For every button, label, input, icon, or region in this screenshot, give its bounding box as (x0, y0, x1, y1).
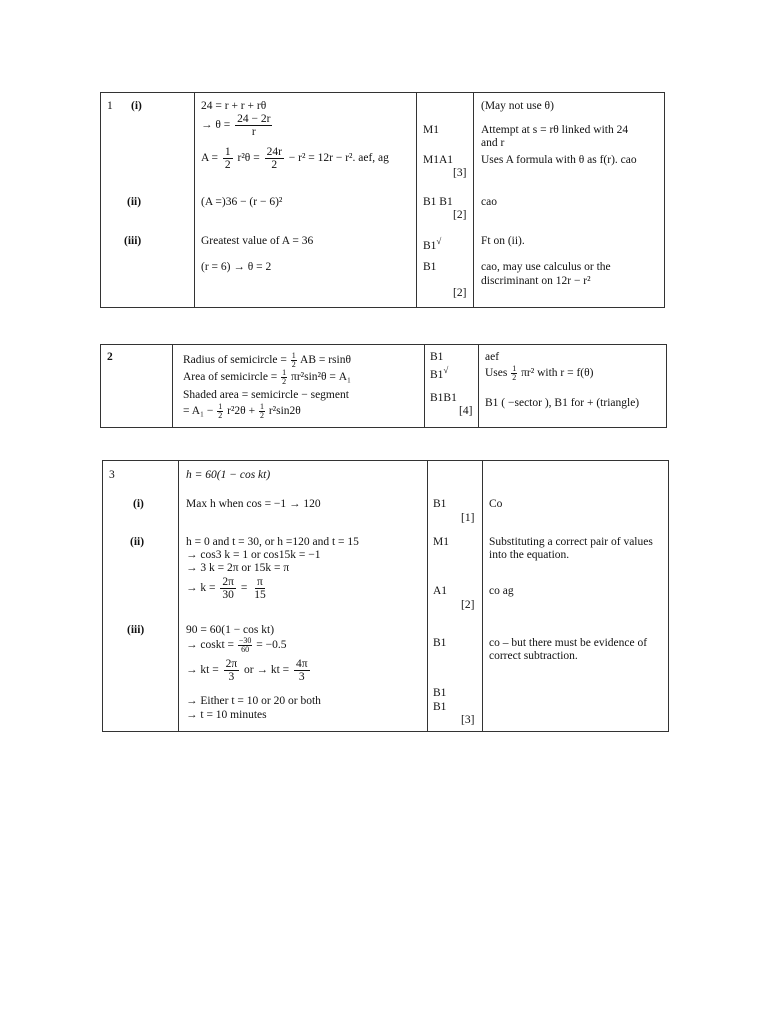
q3-ii-line1: h = 0 and t = 30, or h =120 and t = 15 (186, 536, 359, 548)
q1-i-note0: (May not use θ) (481, 100, 554, 112)
follow-through-tick-icon: √ (436, 236, 442, 246)
q3-i-line: Max h when cos = −1 → 120 (186, 498, 321, 510)
q1-ii-answer: (A =)36 − (r − 6)² (201, 196, 283, 208)
q3-ii-note1: Substituting a correct pair of values (489, 536, 653, 548)
q1-iii-note1: Ft on (ii). (481, 235, 525, 247)
q2-table (100, 344, 667, 428)
q2-number: 2 (107, 351, 113, 363)
q3-ii-mark2: A1 (433, 585, 448, 597)
q3-iii-line4: → Either t = 10 or 20 or both (186, 695, 321, 707)
q1-iii-note2: cao, may use calculus or the (481, 261, 611, 273)
q2-line2: Area of semicircle = $\frac{1}{2}$ πr²sin²θ = A₁ (183, 368, 352, 386)
q2-total: [4] (459, 405, 473, 417)
q3-part-i-label: (i) (133, 498, 144, 510)
q1-i-note2: Uses A formula with θ as f(r). cao (481, 154, 637, 166)
q1-i-note1b: and r (481, 137, 505, 149)
q3-iii-line3: → kt = $\frac{2\pi}{3}$ or → kt = $\frac{4\pi}{3}$ (186, 658, 308, 683)
q1-iii-line2: (r = 6) → θ = 2 (201, 261, 272, 273)
q3-part-ii-label: (ii) (130, 536, 145, 548)
q1-ii-note: cao (481, 196, 497, 208)
q1-iii-note2b: discriminant on 12r − r² (481, 275, 591, 287)
q3-table (102, 460, 669, 732)
q3-iii-mark2: B1 (433, 687, 447, 699)
q1-iii-mark1: B1√ (423, 236, 442, 252)
q3-number: 3 (109, 469, 115, 481)
q1-part-i-label: (i) (131, 100, 142, 112)
q1-number: 1 (107, 100, 113, 112)
q3-i-note: Co (489, 498, 503, 510)
follow-through-tick-icon: √ (443, 365, 449, 375)
q2-note1: aef (485, 351, 500, 363)
q2-note2: Uses $\frac{1}{2}$ πr² with r = f(θ) (485, 364, 594, 382)
q3-iii-mark1: B1 (433, 637, 447, 649)
q1-i-line2: → θ = $\frac{24 - 2r}{r}$ (201, 113, 271, 138)
q3-iii-mark3: B1 (433, 701, 447, 713)
q3-ii-line3: → 3 k = 2π or 15k = π (186, 562, 290, 574)
q1-i-mark-b: M1A1 (423, 154, 454, 166)
q3-iii-total: [3] (461, 714, 475, 726)
q2-line4: = A₁ − $\frac{1}{2}$ r²2θ + $\frac{1}{2}$ r²sin2θ (183, 402, 301, 420)
q3-ii-line4: → k = $\frac{2\pi}{30}$ = $\frac{\pi}{15}$ (186, 576, 266, 601)
q2-mark1: B1 (430, 351, 444, 363)
q1-i-total: [3] (453, 167, 467, 179)
q1-i-note1: Attempt at s = rθ linked with 24 (481, 124, 629, 136)
q3-ii-note1b: into the equation. (489, 549, 570, 561)
q1-iii-total: [2] (453, 287, 467, 299)
q2-line1: Radius of semicircle = $\frac{1}{2}$ AB = rsinθ (183, 351, 351, 369)
q1-i-mark-a: M1 (423, 124, 439, 136)
q3-iii-note1b: correct subtraction. (489, 650, 578, 662)
q1-part-ii-label: (ii) (127, 196, 142, 208)
q1-part-iii-label: (iii) (124, 235, 142, 247)
q3-iii-line2: → coskt = $\frac{-30}{60}$ = −0.5 (186, 636, 287, 654)
q2-note3: B1 ( −sector ), B1 for + (triangle) (485, 397, 640, 409)
q3-i-mark: B1 (433, 498, 447, 510)
q1-table (100, 92, 665, 308)
q1-ii-total: [2] (453, 209, 467, 221)
q1-ii-mark: B1 B1 (423, 196, 453, 208)
q3-i-total: [1] (461, 512, 475, 524)
q1-iii-line1: Greatest value of A = 36 (201, 235, 314, 247)
q1-iii-mark2: B1 (423, 261, 437, 273)
q3-header: h = 60(1 − cos kt) (186, 469, 271, 481)
q2-mark2: B1√ (430, 365, 449, 381)
q3-iii-line5: → t = 10 minutes (186, 709, 267, 721)
q1-i-line3: A = $\frac{1}{2}$ r²θ = $\frac{24r}{2}$ − r² = 12r − r². aef, ag (201, 146, 389, 171)
q2-mark3: B1B1 (430, 392, 457, 404)
q2-line3: Shaded area = semicircle − segment (183, 389, 349, 401)
q1-i-line1: 24 = r + r + rθ (201, 100, 267, 112)
q3-ii-note2: co ag (489, 585, 514, 597)
q3-iii-line1: 90 = 60(1 − cos kt) (186, 624, 275, 636)
q3-iii-note1: co – but there must be evidence of (489, 637, 648, 649)
q3-ii-total: [2] (461, 599, 475, 611)
q3-ii-mark1: M1 (433, 536, 449, 548)
q3-part-iii-label: (iii) (127, 624, 145, 636)
q3-ii-line2: → cos3 k = 1 or cos15k = −1 (186, 549, 321, 561)
